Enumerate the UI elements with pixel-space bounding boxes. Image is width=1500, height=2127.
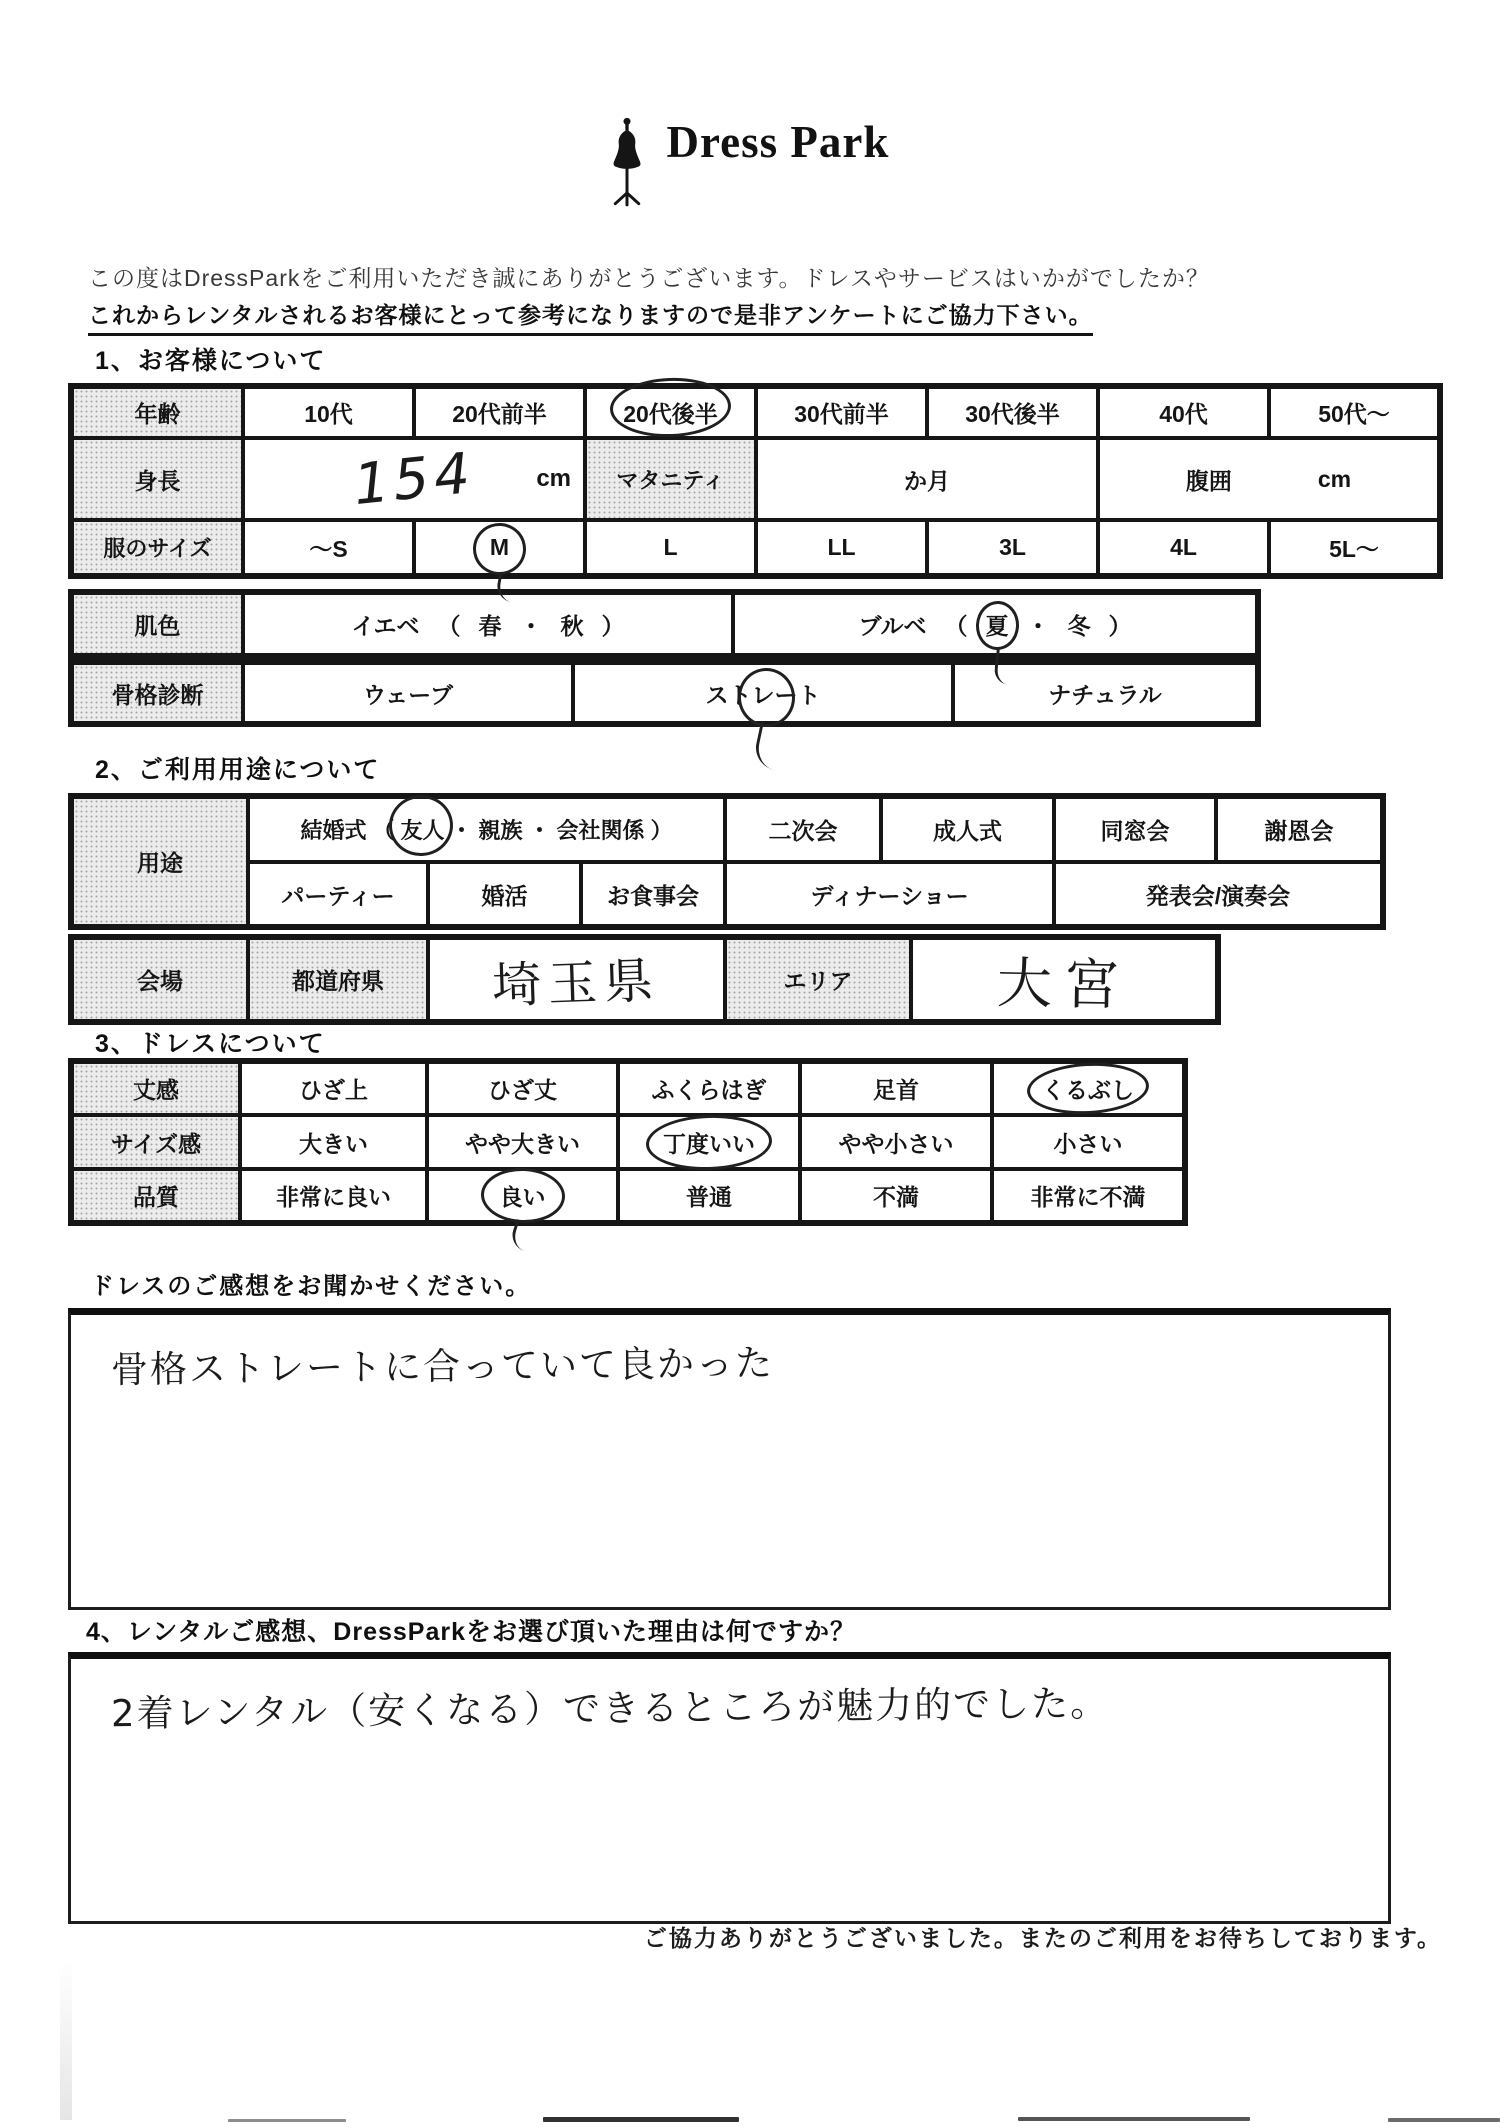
quality-option-normal: 普通: [618, 1169, 800, 1223]
size-option-5l: 5L～: [1269, 520, 1440, 576]
selection-circle-size: M: [489, 534, 510, 560]
fit-option-slightly-large: やや大きい: [427, 1115, 618, 1169]
area-handwritten-value: 大宮: [996, 950, 1132, 1018]
size-option-3l: 3L: [927, 520, 1098, 576]
selection-circle-length: くるぶし: [1042, 1072, 1134, 1105]
height-value-cell: [243, 438, 585, 520]
purpose-table: [68, 793, 1386, 930]
length-option-knee: ひざ丈: [427, 1061, 618, 1115]
scan-artifact-dash: [543, 2117, 739, 2122]
purpose-option-thanks-party: 謝恩会: [1216, 796, 1383, 862]
prefecture-handwritten-value: 埼玉県: [491, 951, 662, 1015]
size-option-ll: LL: [756, 520, 927, 576]
length-option-anklebone: [992, 1061, 1185, 1115]
separator-dot: ・: [450, 818, 473, 843]
fit-label: サイズ感: [71, 1115, 240, 1169]
purpose-option-party: パーティー: [248, 862, 428, 927]
age-label: 年齢: [71, 386, 243, 438]
fit-option-small: 小さい: [992, 1115, 1185, 1169]
purpose-option-wedding: [248, 796, 725, 862]
section3-heading: 3、ドレスについて: [95, 1030, 326, 1058]
quality-option-good: [427, 1169, 618, 1223]
quality-label: 品質: [71, 1169, 240, 1223]
selection-circle-fit: 丁度いい: [663, 1126, 755, 1159]
age-option-30s-late: 30代後半: [927, 386, 1098, 438]
dress-table: [68, 1058, 1188, 1226]
quality-option-very-dissatisfied: 非常に不満: [992, 1169, 1185, 1223]
height-label: 身長: [71, 438, 243, 520]
selection-circle-quality: 良い: [500, 1179, 546, 1212]
prefecture-value: [428, 937, 725, 1022]
selection-circle-season-summer: 夏: [986, 608, 1009, 641]
waist-label: 腹囲: [1185, 467, 1232, 494]
waist-unit: cm: [1317, 465, 1352, 492]
season-spring: 春: [478, 612, 502, 639]
size-row: [71, 520, 1440, 576]
age-option-20s-early: 20代前半: [414, 386, 585, 438]
skin-row: [71, 592, 1258, 656]
dress-comment-prompt: ドレスのご感想をお聞かせください。: [90, 1273, 532, 1300]
height-row: [71, 438, 1440, 520]
height-unit: cm: [536, 465, 571, 492]
scan-artifact-dash: [1018, 2117, 1250, 2121]
selection-circle-skeleton: ストレート: [706, 677, 821, 710]
season-autumn: 秋: [560, 612, 584, 639]
skeleton-option-wave: ウェーブ: [243, 662, 573, 724]
fit-option-large: 大きい: [240, 1115, 427, 1169]
purpose-option-recital: 発表会/演奏会: [1054, 862, 1383, 927]
scan-artifact-dash: [1388, 2118, 1500, 2122]
separator-dot: ・: [519, 612, 543, 639]
length-option-calf: ふくらはぎ: [618, 1061, 800, 1115]
skin-warm-cell: [243, 592, 733, 656]
skeleton-option-natural: ナチュラル: [953, 662, 1258, 724]
waist-cell: [1098, 438, 1440, 520]
size-option-4l: 4L: [1098, 520, 1269, 576]
wedding-option-relatives: 親族: [478, 818, 523, 843]
size-option-s: ～S: [243, 520, 414, 576]
venue-label: 会場: [71, 937, 248, 1022]
section4-heading: 4、レンタルご感想、DressParkをお選び頂いた理由は何ですか？: [86, 1618, 856, 1646]
quality-option-dissatisfied: 不満: [800, 1169, 992, 1223]
intro-line-2: これからレンタルされるお客様にとって参考になりますので是非アンケートにご協力下さい。: [88, 297, 1093, 336]
age-option-40s: 40代: [1098, 386, 1269, 438]
rental-comment-handwritten: 2着レンタル（安くなる）できるところが魅力的でした。: [110, 1681, 1110, 1736]
footer-thanks: ご協力ありがとうございました。またのご利用をお待ちしております。: [643, 1925, 1442, 1951]
length-label: 丈感: [71, 1061, 240, 1115]
paren-close: ）: [1108, 612, 1132, 639]
section1-heading: 1、お客様について: [95, 347, 327, 375]
purpose-row-2: [71, 862, 1383, 927]
age-option-10s: 10代: [243, 386, 414, 438]
size-option-m: [414, 520, 585, 576]
brand-logo: [600, 116, 889, 213]
skeleton-row: [71, 662, 1258, 724]
skin-label: 肌色: [71, 592, 243, 656]
prefecture-label: 都道府県: [248, 937, 428, 1022]
fit-option-just-right: [618, 1115, 800, 1169]
purpose-option-konkatsu: 婚活: [428, 862, 581, 927]
warm-base-name: イエベ: [351, 612, 420, 639]
rental-comment-box: [68, 1652, 1391, 1924]
purpose-option-reunion: 同窓会: [1054, 796, 1216, 862]
skin-cool-cell: [733, 592, 1258, 656]
customer-table: [68, 383, 1443, 579]
age-option-50s: 50代～: [1269, 386, 1440, 438]
quality-option-very-good: 非常に良い: [240, 1169, 427, 1223]
fit-option-slightly-small: やや小さい: [800, 1115, 992, 1169]
intro-line-1: この度はDressParkをご利用いただき誠にありがとうございます。ドレスやサービスはいかがでしたか？: [88, 265, 1210, 291]
purpose-option-dinner-show: ディナーショー: [725, 862, 1054, 927]
dress-comment-handwritten: 骨格ストレートに合っていて良かった: [110, 1341, 775, 1392]
paren-open: （: [437, 612, 461, 639]
size-label: 服のサイズ: [71, 520, 243, 576]
skin-tone-table: [68, 589, 1261, 659]
paren-close: ）: [601, 612, 625, 639]
paren-close: ）: [650, 818, 673, 843]
section2-heading: 2、ご利用用途について: [95, 756, 381, 784]
purpose-option-coming-of-age: 成人式: [881, 796, 1054, 862]
selection-circle-purpose-friend: 友人: [400, 814, 444, 845]
purpose-label: 用途: [71, 796, 248, 927]
age-row: [71, 386, 1440, 438]
season-winter: 冬: [1067, 612, 1091, 639]
height-handwritten-value: 154: [349, 439, 479, 519]
selection-circle-age: 20代後半: [623, 396, 718, 429]
venue-table: [68, 934, 1221, 1025]
venue-row: [71, 937, 1218, 1022]
wedding-option-company: 会社関係: [556, 818, 645, 843]
dress-comment-box: [68, 1308, 1391, 1610]
purpose-option-dinner: お食事会: [581, 862, 725, 927]
paren-open: （: [372, 818, 395, 843]
scan-artifact-smudge: [60, 1960, 72, 2120]
size-option-l: L: [585, 520, 756, 576]
fit-row: [71, 1115, 1185, 1169]
separator-dot: ・: [528, 818, 551, 843]
skeleton-label: 骨格診断: [71, 662, 243, 724]
age-option-30s-early: 30代前半: [756, 386, 927, 438]
separator-dot: ・: [1026, 612, 1050, 639]
dress-form-icon: [600, 116, 654, 213]
age-option-20s-late: [585, 386, 756, 438]
area-label: エリア: [725, 937, 911, 1022]
scan-artifact-dash: [228, 2119, 346, 2122]
length-option-above-knee: ひざ上: [240, 1061, 427, 1115]
length-option-ankle: 足首: [800, 1061, 992, 1115]
brand-name: Dress Park: [666, 117, 890, 167]
paren-open: （: [944, 612, 968, 639]
skeleton-table: [68, 659, 1261, 727]
quality-row: [71, 1169, 1185, 1223]
purpose-row-1: [71, 796, 1383, 862]
maternity-months-label: か月: [756, 438, 1098, 520]
skeleton-option-straight: [573, 662, 953, 724]
cool-base-name: ブルベ: [858, 612, 927, 639]
length-row: [71, 1061, 1185, 1115]
wedding-name: 結婚式: [300, 818, 367, 843]
maternity-label: マタニティ: [585, 438, 756, 520]
area-value: [911, 937, 1218, 1022]
purpose-option-afterparty: 二次会: [725, 796, 881, 862]
